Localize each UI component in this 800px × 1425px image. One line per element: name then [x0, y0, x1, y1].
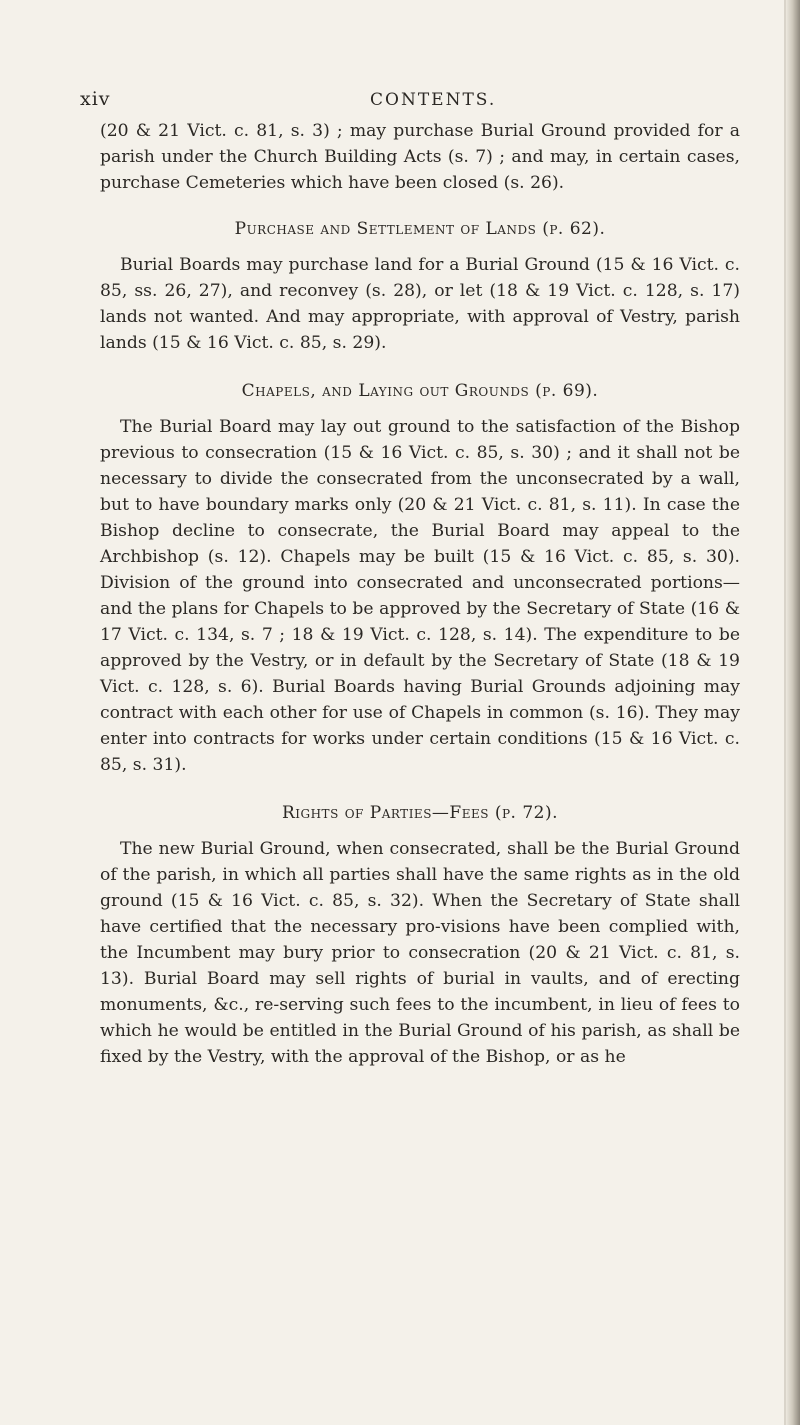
page-header — [80, 88, 740, 118]
section-heading-chapels: Chapels, and Laying out Grounds (p. 69). — [241, 381, 599, 401]
paragraph-rights: The new Burial Ground, when consecrated, shall be the Burial Ground of the parish, in which all parties shall have the same rights as in the old ground (15 & 16 Vict. c. 85, s. 32). When the Secretary of State shall have certified that the necessary pro-visions have been complied with, the Incumbent may bury prior to consecration (20 & 21 Vict. c. 81, s. 13). Burial Board may sell rights of burial in vaults, and of erecting monuments, &c., re-serving such fees to the incumbent, in lieu of fees to which he would be entitled in the Burial Ground of his parish, as shall be fixed by the Vestry, with the approval of the Bishop, or as he — [100, 839, 740, 1067]
section-heading-purchase: Purchase and Settlement of Lands (p. 62). — [234, 219, 606, 239]
running-title: CONTENTS. — [370, 90, 497, 110]
section-heading-rights: Rights of Parties—Fees (p. 72). — [281, 803, 559, 823]
paragraph-intro: (20 & 21 Vict. c. 81, s. 3) ; may purchase Burial Ground provided for a parish under the Church Building Acts (s. 7) ; and may, in certain cases, purchase Cemeteries which have been closed (s. 26). — [100, 121, 740, 193]
paragraph-chapels: The Burial Board may lay out ground to the satisfaction of the Bishop previous to consecration (15 & 16 Vict. c. 85, s. 30) ; and it shall not be necessary to divide the consecrated from the unconsecrated by a wall, but to have boundary marks only (20 & 21 Vict. c. 81, s. 11). In case the Bishop decline to consecrate, the Burial Board may appeal to the Archbishop (s. 12). Chapels may be built (15 & 16 Vict. c. 85, s. 30). Division of the ground into consecrated and unconsecrated portions—and the plans for Chapels to be approved by the Secretary of State (16 & 17 Vict. c. 134, s. 7 ; 18 & 19 Vict. c. 128, s. 14). The expenditure to be approved by the Vestry, or in default by the Secretary of State (18 & 19 Vict. c. 128, s. 6). Burial Boards having Burial Grounds adjoining may contract with each other for use of Chapels in common (s. 16). They may enter into contracts for works under certain conditions (15 & 16 Vict. c. 85, s. 31). — [100, 417, 740, 775]
page-edge-shadow — [786, 0, 800, 1425]
paragraph-purchase: Burial Boards may purchase land for a Burial Ground (15 & 16 Vict. c. 85, ss. 26, 27), and reconvey (s. 28), or let (18 & 19 Vict. c. 128, s. 17) lands not wanted. And may appropriate, with approval of Vestry, parish lands (15 & 16 Vict. c. 85, s. 29). — [100, 255, 740, 353]
page-number: xiv — [80, 88, 111, 110]
page-body — [100, 118, 740, 1070]
